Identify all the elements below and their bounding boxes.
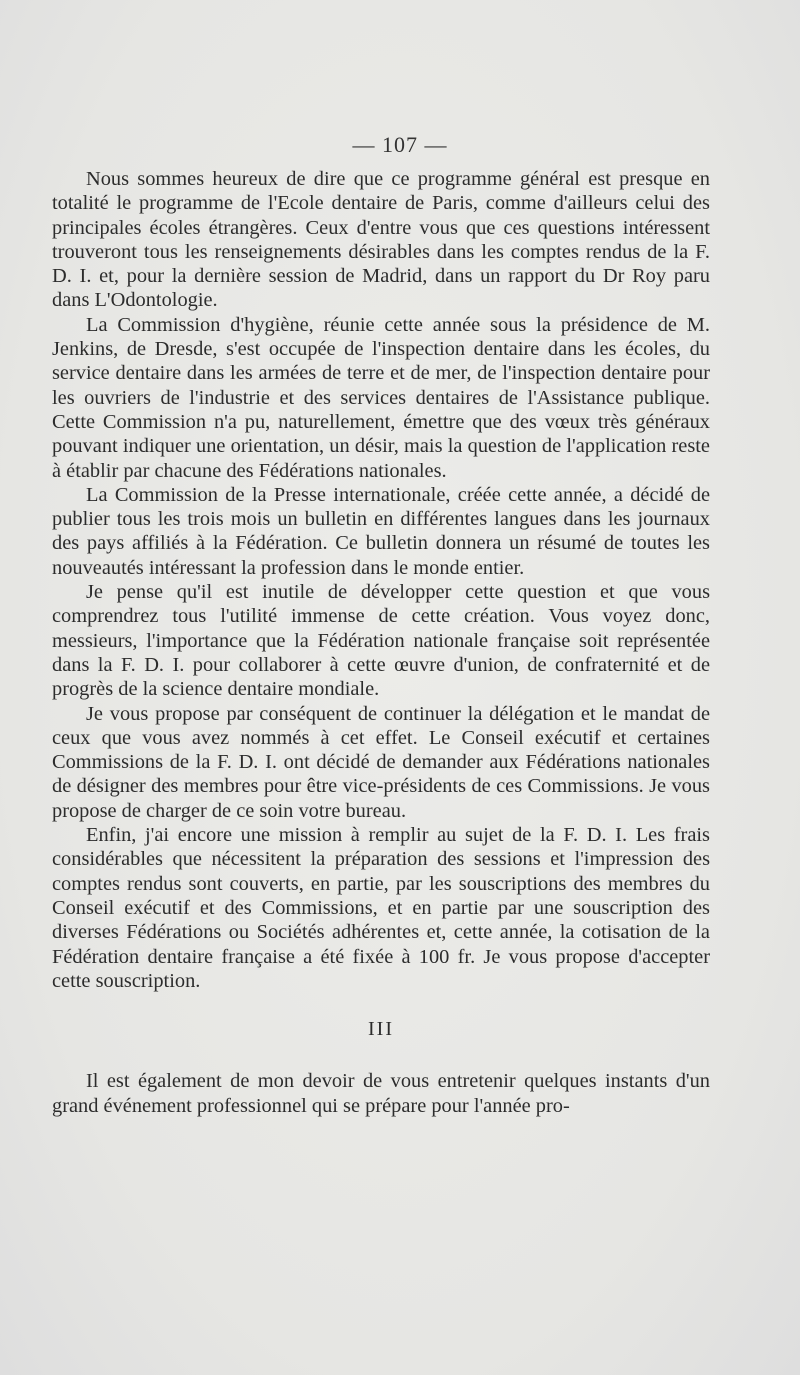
closing-paragraph: Il est également de mon devoir de vous entretenir quelques instants d'un grand événement professionnel qui se prépare pour l'année pro- (52, 1070, 710, 1117)
document-body (52, 167, 710, 1118)
paragraph-4: Je pense qu'il est inutile de développer cette question et que vous comprendrez tous l'utilité immense de cette création. Vous voyez donc, messieurs, l'importance que la Fédération nationale française soit représentée dans la F. D. I. pour collaborer à cette œuvre d'union, de confraternité et de progrès de la science dentaire mondiale. (52, 581, 710, 701)
page-number: — 107 — (352, 132, 448, 157)
paragraph-1: Nous sommes heureux de dire que ce programme général est presque en totalité le programme de l'Ecole dentaire de Paris, comme d'ailleurs celui des principales écoles étrangères. Ceux d'entre vous que ces questions intéressent trouveront tous les renseignements désirables dans les comptes rendus de la F. D. I. et, pour la dernière session de Madrid, dans un rapport du Dr Roy paru dans L'Odontologie. (52, 168, 710, 312)
section-heading: III (368, 1018, 394, 1041)
paragraph-3: La Commission de la Presse internationale, créée cette année, a décidé de publier tous les trois mois un bulletin en différentes langues dans les journaux des pays affiliés à la Fédération. Ce bulletin donnera un résumé de toutes les nouveautés intéressant la profession dans le monde entier. (52, 483, 710, 579)
paragraph-6: Enfin, j'ai encore une mission à remplir au sujet de la F. D. I. Les frais considérables que nécessitent la préparation des sessions et l'impression des comptes rendus sont couverts, en partie, par les souscriptions des membres du Conseil exécutif et des Commissions, et en partie par une souscription des diverses Fédérations ou Sociétés adhérentes et, cette année, la cotisation de la Fédération dentaire française a été fixée à 100 fr. Je vous propose d'accepter cette souscription. (52, 824, 710, 992)
paragraph-2: La Commission d'hygiène, réunie cette année sous la présidence de M. Jenkins, de Dresde, s'est occupée de l'inspection dentaire dans les écoles, du service dentaire dans les armées de terre et de mer, de l'inspection dentaire pour les ouvriers de l'industrie et des services dentaires de l'Assistance publique. Cette Commission n'a pu, naturellement, émettre que des vœux très généraux pouvant indiquer une orientation, un désir, mais la question de l'application reste à établir par chacune des Fédérations nationales. (52, 313, 710, 482)
paragraph-5: Je vous propose par conséquent de continuer la délégation et le mandat de ceux que vous avez nommés à cet effet. Le Conseil exécutif et certaines Commissions de la F. D. I. ont décidé de demander aux Fédérations nationales de désigner des membres pour être vice-présidents de ces Commissions. Je vous propose de charger de ce soin votre bureau. (52, 702, 710, 822)
